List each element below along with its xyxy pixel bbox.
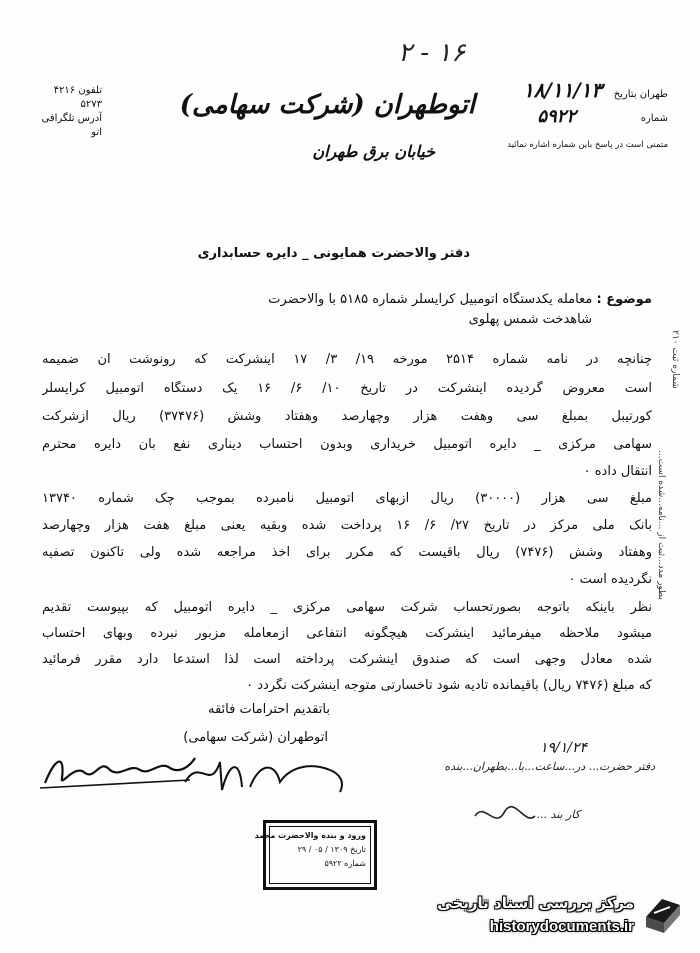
body-line: که مبلغ (۷۴۷۶ ریال) باقیمانده تادیه شود تاخسارتی متوجه اینشرکت نگردد ۰ — [246, 678, 652, 693]
signature-1 — [40, 748, 200, 793]
body-line: بانک ملی مرکز در تاریخ ۲۷/ ۶/ ۱۶ پرداخت شده وبقیه یعنی مبلغ هفت هزار وچهارصد — [42, 518, 652, 533]
signature-2 — [180, 752, 350, 797]
watermark — [430, 890, 690, 945]
watermark-url: historydocuments.ir — [489, 918, 634, 935]
body-line: نظر باینکه باتوجه بصورتحساب شرکت سهامی مرکزی _ دایره اتومبیل که بپیوست تقدیم — [42, 600, 652, 615]
body-line: شده معادل وجهی است که صندوق اینشرکت پرداخته است لذا استدعا دارد مقرر فرمائید — [42, 652, 652, 667]
signature-company: اتوطهران (شرکت سهامی) — [183, 730, 328, 745]
body-line: نگردیده است ۰ — [568, 572, 652, 587]
receipt-stamp — [254, 820, 377, 890]
letter-number: ۵۹۲۲ — [537, 106, 576, 127]
body-line: میشود ملاحظه میفرمائید اینشرکت هیچگونه انتفاعی ازمعامله مزبور نبرده وبهای احتساب — [42, 626, 652, 641]
recipient: دفتر والاحضرت همایونی _ دایره حسابداری — [197, 246, 470, 261]
margin-note-2: کار بند ... — [536, 808, 580, 821]
body-line: کورتیبل بمبلغ سی وهفت هزار وچهارصد وهفتاد وشش (۳۷۴۷۶) ریال ازشرکت — [42, 409, 652, 424]
phone-2: ۵۲۷۳ — [80, 99, 102, 110]
signature-date: ۱۹/۱/۲۴ — [540, 740, 588, 756]
document-number: ۲ - ۱۶ — [398, 38, 466, 68]
subject-line-1: معامله یکدستگاه اتومبیل کرایسلر شماره ۵۱۸۵ با والاحضرت — [268, 292, 593, 307]
contact-block — [32, 84, 102, 140]
margin-note-1: دفتر حضرت... در...ساعت...با...بطهران...بنده — [444, 760, 655, 773]
subject-line-2: شاهدخت شمس پهلوی — [468, 312, 592, 327]
stamp-line-3: شماره ۵۹۲۲ — [324, 859, 366, 868]
telegraph-address: اتو — [91, 127, 102, 138]
closing: باتقدیم احترامات فائقه — [208, 702, 330, 717]
company-logo: اتوطهران (شرکت سهامی) — [179, 90, 475, 120]
letter-date: ۱۸/۱۱/۱۳ — [522, 78, 602, 102]
reply-note: متمنی است در پاسخ باین شماره اشاره نمائید — [507, 140, 668, 150]
body-line: وهفتاد وشش (۷۴۷۶) ریال باقیست که مکرر برای اخذ مراجعه شده ولی تاکنون تصفیه — [42, 545, 652, 560]
archive-logo-icon — [640, 893, 686, 939]
body-line: است معروض گردیده اینشرکت در تاریخ ۱۰/ ۶/ ۱۶ یک دستگاه اتومبیل کرایسلر — [42, 381, 652, 396]
phone-1: ۴۲۱۶ — [53, 85, 76, 96]
body-line: سهامی مرکزی _ دایره اتومبیل خریداری وبدون احتساب دیناری نفع بان دایره محترم — [42, 437, 652, 452]
subject-label: موضوع : — [596, 292, 652, 307]
body-line: انتقال داده ۰ — [583, 464, 652, 479]
stamp-line-2: تاریخ ۱۳۰۹ / ۰۵ / ۲۹ — [297, 845, 366, 854]
number-label: شماره — [640, 113, 668, 124]
side-note-2: ...بطور مدد...ثبت از ...نامه...شده است — [656, 450, 666, 600]
body-line: چنانچه در نامه شماره ۲۵۱۴ مورخه ۱۹/ ۳/ ۱۷ اینشرکت که رونوشت ان ضمیمه — [42, 352, 652, 367]
body-line: مبلغ سی هزار (۳۰۰۰۰) ریال ازبهای اتومبیل نامبرده بموجب چک شماره ۱۳۷۴۰ — [42, 491, 652, 506]
phone-label: تلفون — [78, 85, 102, 96]
header-date-block — [448, 78, 668, 150]
tehran-date-label: طهران بتاریخ — [613, 89, 668, 100]
side-note-1: شماره ثبت ۲۱۰ — [670, 330, 680, 389]
telegraph-label: آدرس تلگرافی — [41, 113, 102, 124]
watermark-title: مرکز بررسی اسناد تاریخی — [437, 894, 634, 912]
signature-3 — [470, 796, 540, 836]
stamp-line-1: ورود و بنده والاحضرت محمد — [254, 831, 366, 840]
subject — [112, 290, 652, 330]
company-address: خیابان برق طهران — [312, 142, 435, 161]
